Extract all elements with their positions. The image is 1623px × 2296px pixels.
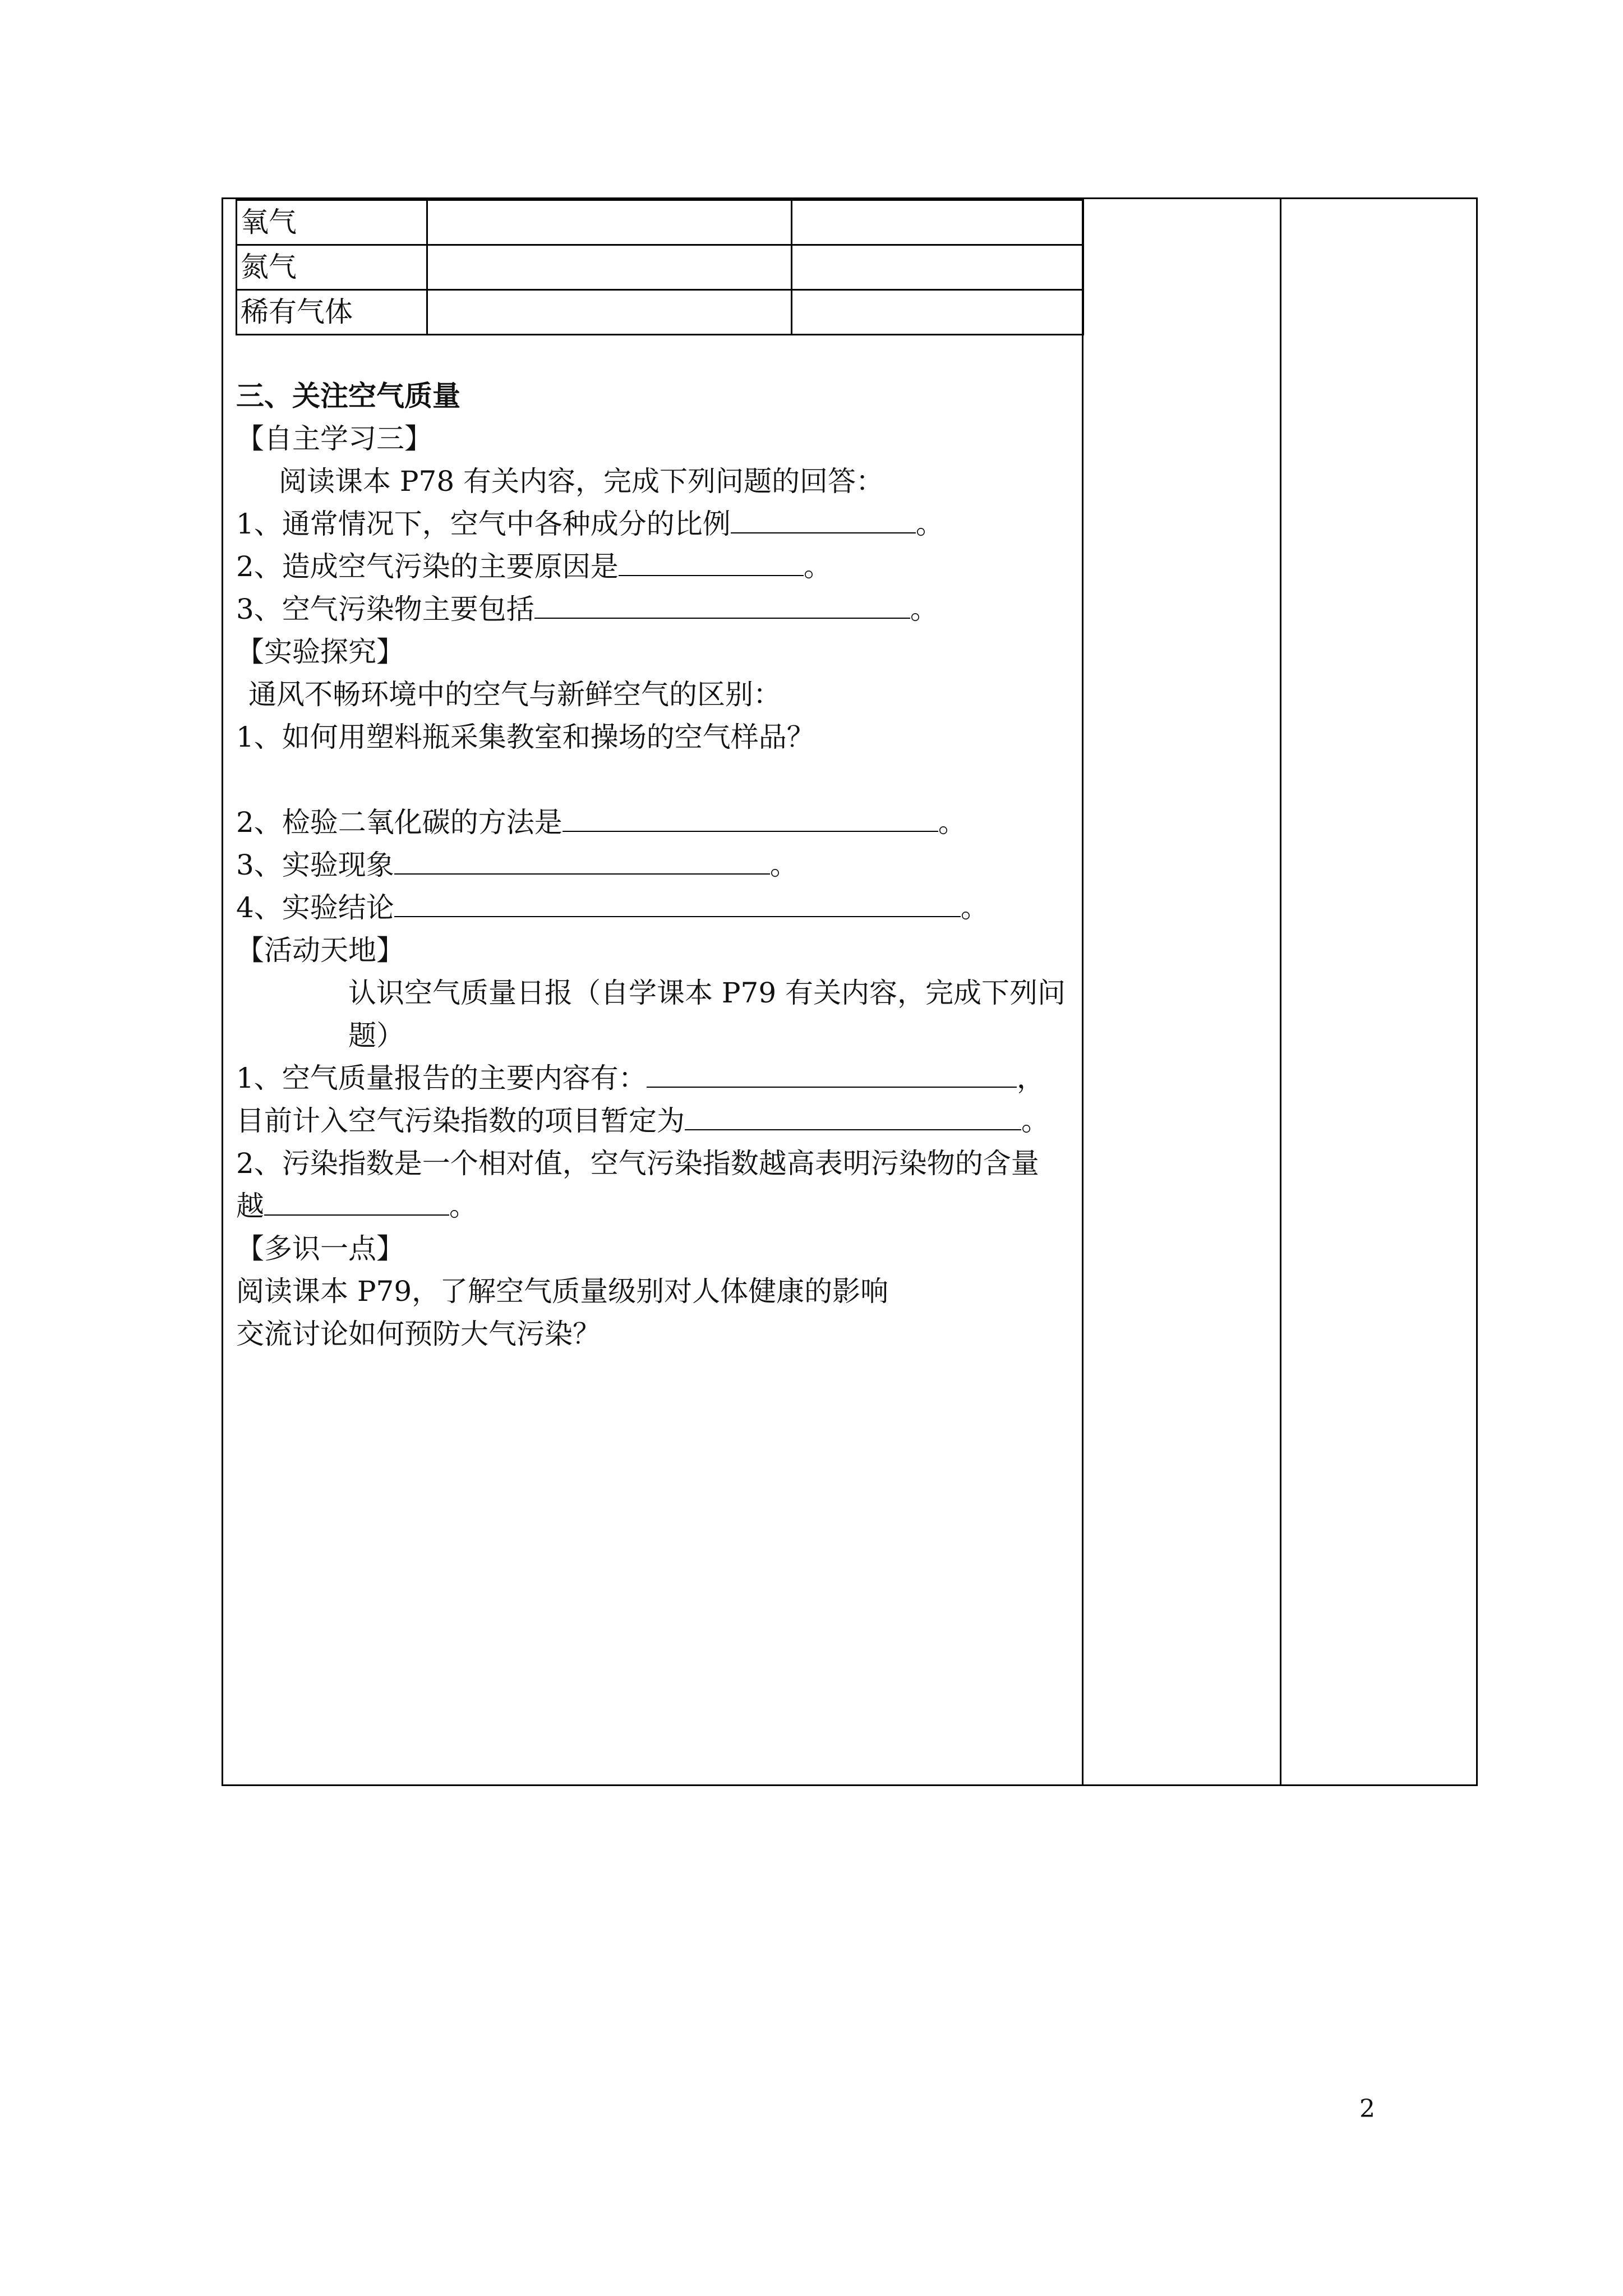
question-line xyxy=(236,801,1077,844)
self-study-intro: 阅读课本 P78 有关内容，完成下列问题的回答： xyxy=(279,465,884,498)
end-mark: 。 xyxy=(960,891,989,924)
worksheet-content xyxy=(236,375,1077,1355)
column-divider xyxy=(1280,197,1281,1786)
question-line xyxy=(236,503,1077,545)
table-row xyxy=(237,245,1083,290)
end-mark: 。 xyxy=(803,550,832,583)
answer-blank[interactable] xyxy=(394,889,961,917)
question-text: 1、通常情况下，空气中各种成分的比例 xyxy=(236,508,731,540)
more-knowledge-heading: 【多识一点】 xyxy=(236,1232,404,1265)
gas-name-cell: 氮气 xyxy=(237,245,427,290)
question-text: 目前计入空气污染指数的项目暂定为 xyxy=(236,1105,685,1137)
question-line xyxy=(236,588,1077,631)
end-mark: 。 xyxy=(769,849,798,881)
answer-blank[interactable] xyxy=(619,548,804,576)
more-knowledge-line: 阅读课本 P79，了解空气质量级别对人体健康的影响 xyxy=(236,1275,889,1308)
self-study-heading: 【自主学习三】 xyxy=(236,422,432,455)
question-line: 1、如何用塑料瓶采集教室和操场的空气样品？ xyxy=(236,721,815,753)
table-cell xyxy=(427,245,792,290)
answer-blank[interactable] xyxy=(534,591,910,619)
answer-blank[interactable] xyxy=(394,846,770,875)
question-text: 1、空气质量报告的主要内容有： xyxy=(236,1062,647,1094)
table-row xyxy=(237,200,1083,245)
question-line xyxy=(236,886,1077,929)
question-text: 4、实验结论 xyxy=(236,891,394,924)
answer-blank[interactable] xyxy=(647,1060,1017,1088)
table-row xyxy=(237,290,1083,335)
activity-heading: 【活动天地】 xyxy=(236,934,404,967)
gas-table xyxy=(236,199,1084,335)
page-number: 2 xyxy=(1359,2095,1375,2123)
section-title: 三、关注空气质量 xyxy=(236,379,460,412)
gas-name-cell: 氧气 xyxy=(237,200,427,245)
table-cell xyxy=(792,200,1083,245)
question-line: 2、污染指数是一个相对值，空气污染指数越高表明污染物的含量 xyxy=(236,1147,1039,1180)
table-cell xyxy=(427,290,792,335)
experiment-heading: 【实验探究】 xyxy=(236,636,404,668)
question-text: 越 xyxy=(236,1190,264,1222)
end-mark: 。 xyxy=(910,593,938,625)
question-line xyxy=(236,1185,1077,1227)
answer-blank[interactable] xyxy=(731,505,916,533)
end-mark: 。 xyxy=(449,1190,477,1222)
more-knowledge-line: 交流讨论如何预防大气污染？ xyxy=(236,1318,601,1350)
answer-blank[interactable] xyxy=(264,1188,449,1216)
end-mark: 。 xyxy=(1021,1105,1049,1137)
question-text: 3、空气污染物主要包括 xyxy=(236,593,534,625)
question-text: 2、检验二氧化碳的方法是 xyxy=(236,806,562,839)
activity-intro: 认识空气质量日报（自学课本 P79 有关内容，完成下列问题） xyxy=(348,977,1066,1052)
table-cell xyxy=(427,200,792,245)
end-mark: ， xyxy=(1016,1062,1045,1094)
question-line xyxy=(236,844,1077,886)
table-cell xyxy=(792,245,1083,290)
question-text: 2、造成空气污染的主要原因是 xyxy=(236,550,619,583)
gas-name-cell: 稀有气体 xyxy=(237,290,427,335)
question-text: 3、实验现象 xyxy=(236,849,394,881)
table-cell xyxy=(792,290,1083,335)
answer-blank[interactable] xyxy=(562,804,938,832)
answer-space xyxy=(236,758,1077,801)
experiment-intro: 通风不畅环境中的空气与新鲜空气的区别： xyxy=(248,678,781,711)
column-divider xyxy=(1082,197,1083,1786)
end-mark: 。 xyxy=(938,806,966,839)
end-mark: 。 xyxy=(915,508,944,540)
question-line xyxy=(236,1099,1077,1142)
question-line xyxy=(236,545,1077,588)
answer-blank[interactable] xyxy=(685,1102,1021,1130)
question-line xyxy=(236,1057,1077,1099)
